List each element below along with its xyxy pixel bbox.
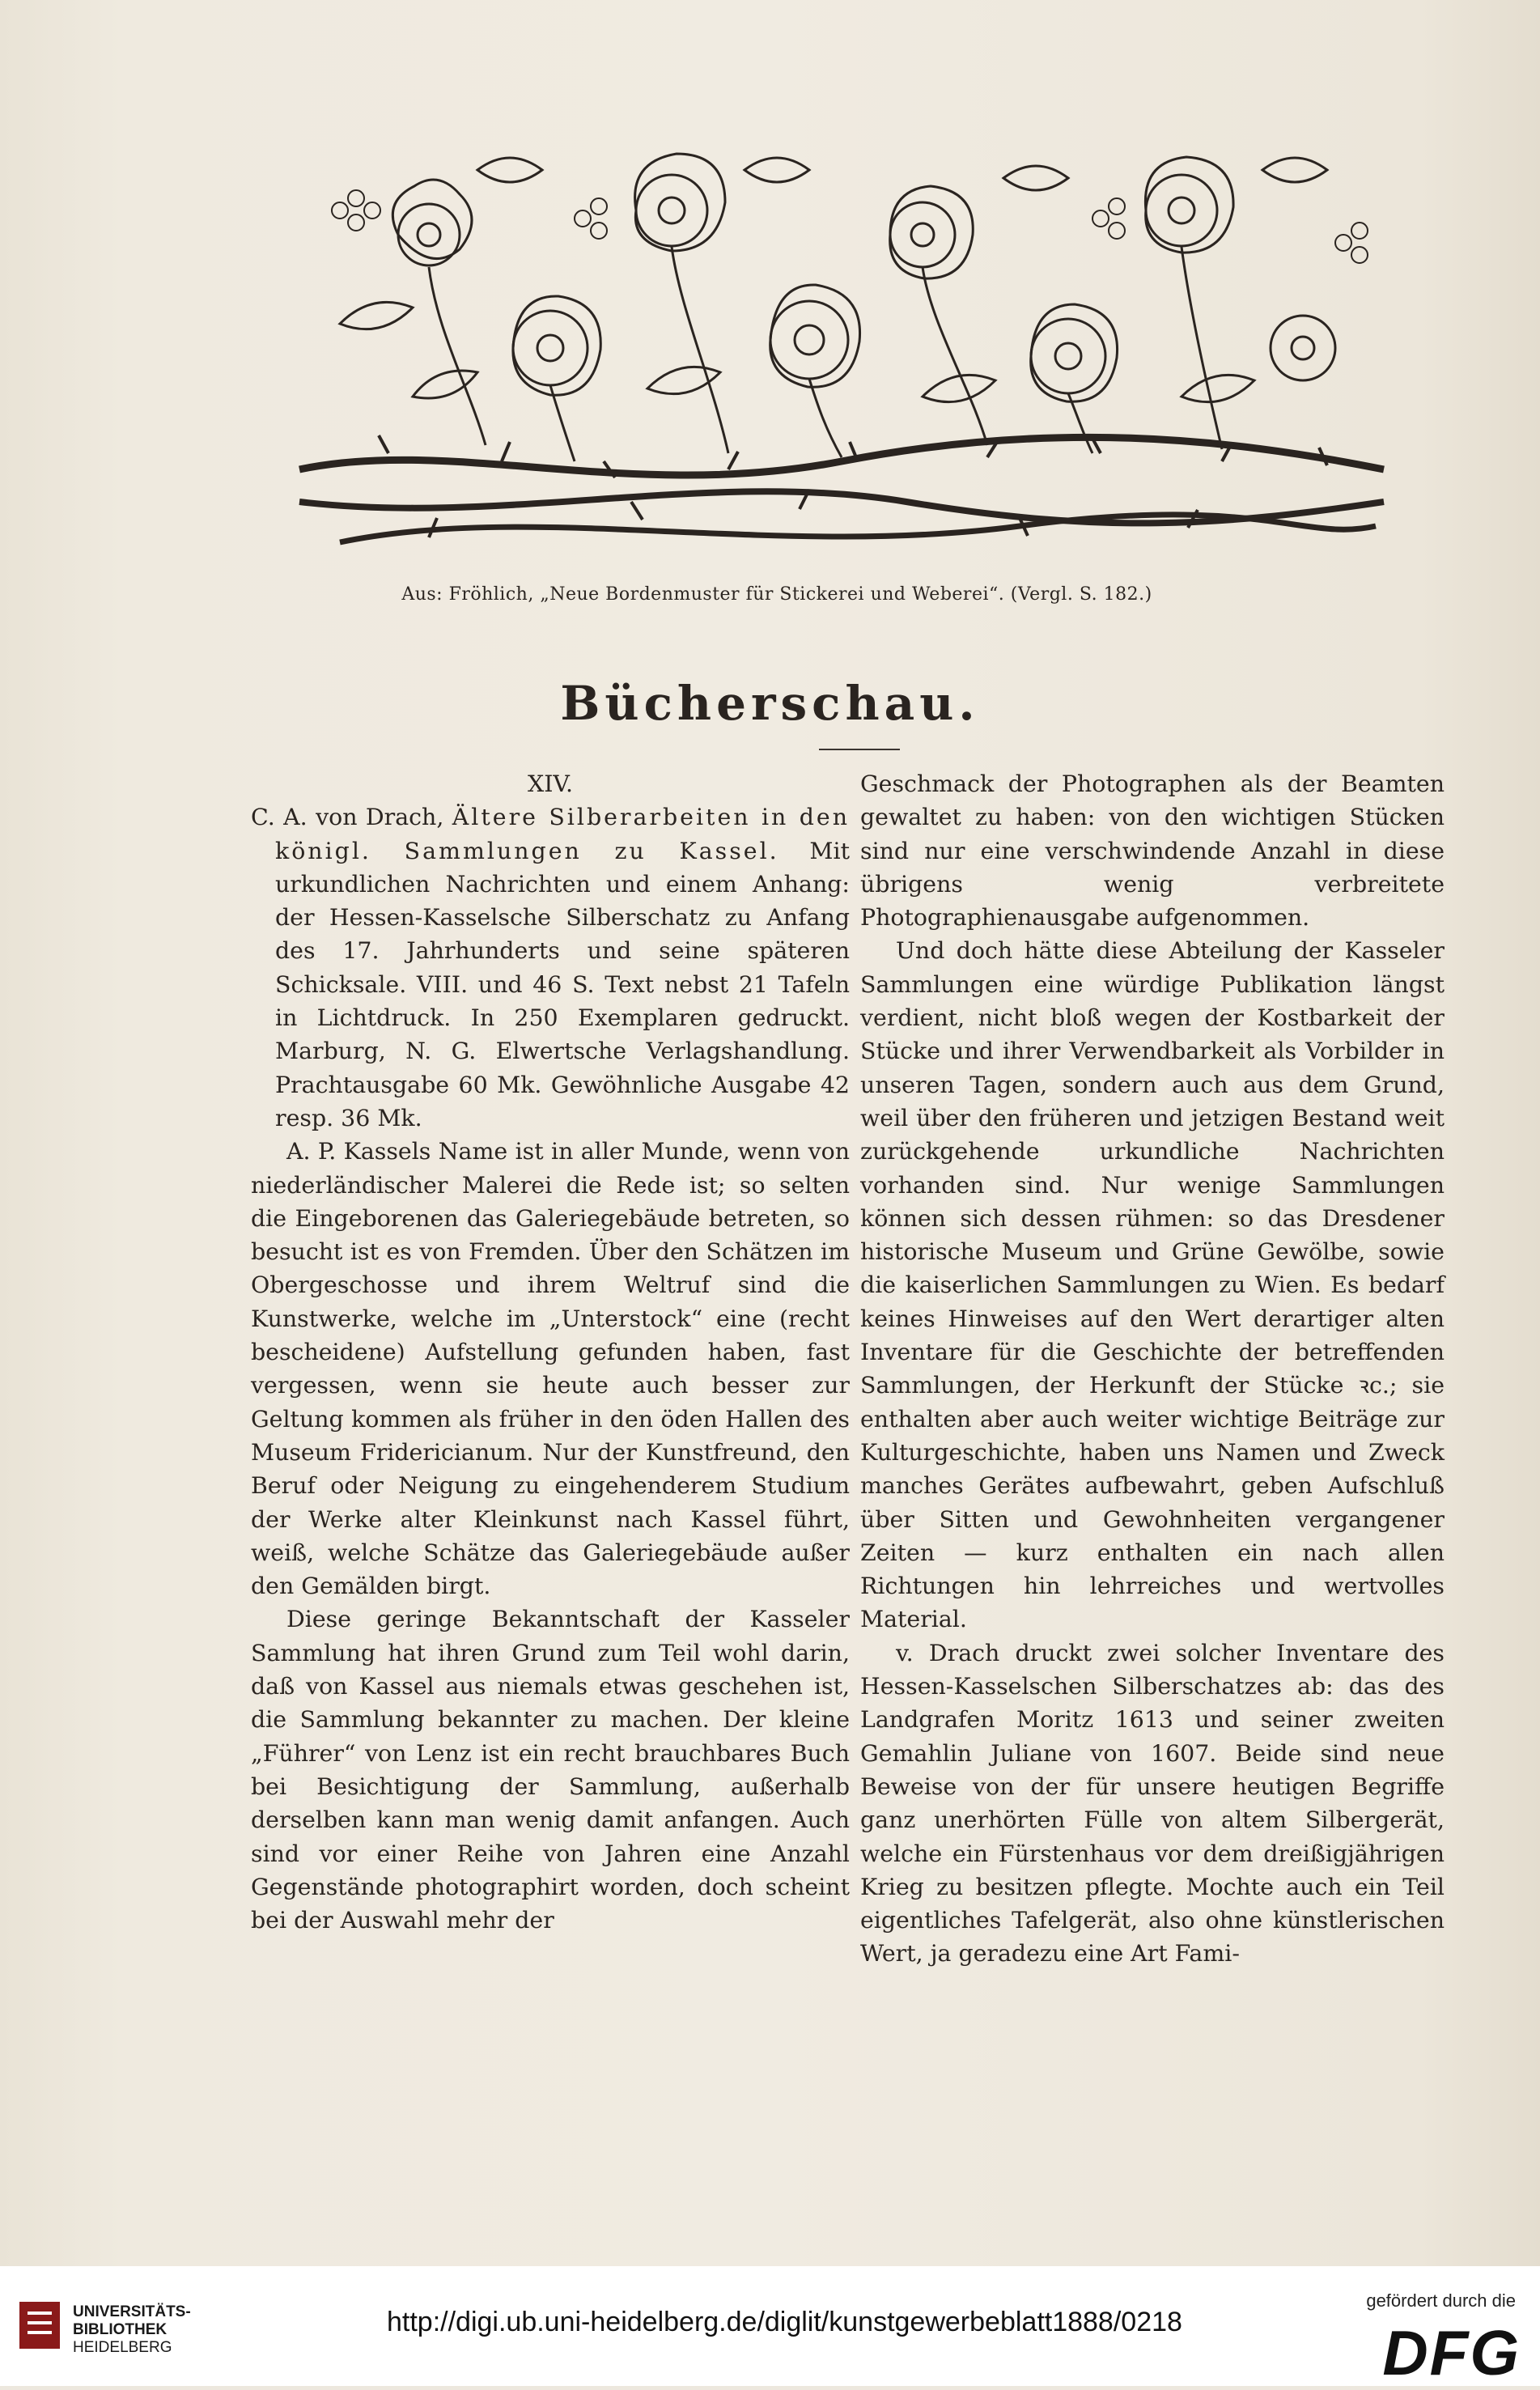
- book-author: C. A. von Drach,: [251, 804, 444, 831]
- source-url-link[interactable]: http://digi.ub.uni-heidelberg.de/diglit/kunstgewerbeblatt1888/0218: [387, 2307, 1182, 2337]
- sponsor-label: gefördert durch die: [1366, 2290, 1516, 2311]
- book-title: Ältere Silberarbeiten in den königl. Sammlungen zu Kassel.: [275, 804, 850, 864]
- right-column: [860, 767, 1445, 1971]
- paragraph: A. P. Kassels Name ist in aller Munde, wenn von niederländischer Malerei die Rede ist; so selten die Eingeborenen das Galeriegebäude betreten, so besucht ist es von Fremden. Über den Schätzen im Obergeschosse und ihrem Weltruf sind die Kunstwerke, welche im „Unterstock“ eine (recht bescheidene) Aufstellung gefunden haben, fast vergessen, wenn sie heute auch besser zur Geltung kommen als früher in den öden Hallen des Museum Fridericianum. Nur der Kunstfreund, den Beruf oder Neigung zu eingehenderem Studium der Werke alter Kleinkunst nach Kassel führt, weiß, welche Schätze das Galeriegebäude außer den Gemälden birgt.: [251, 1138, 850, 1600]
- ornament-caption: Aus: Fröhlich, „Neue Bordenmuster für Stickerei und Weberei“. (Vergl. S. 182.): [401, 584, 1152, 605]
- book-details: Mit urkundlichen Nachrichten und einem Anhang: der Hessen-Kasselsche Silberschatz zu Anfang des 17. Jahrhunderts und seine späteren Schicksale. VIII. und 46 S. Text nebst 21 Tafeln in Lichtdruck. In 250 Exemplaren gedruckt. Marburg, N. G. Elwertsche Verlagshandlung. Prachtausgabe 60 Mk. Gewöhnliche Ausgabe 42 resp. 36 Mk.: [275, 837, 850, 1131]
- heading-rule: [819, 749, 900, 750]
- library-name: UNIVERSITÄTS- BIBLIOTHEK HEIDELBERG: [73, 2303, 191, 2356]
- paragraph: Geschmack der Photographen als der Beamten gewaltet zu haben: von den wichtigen Stücken sind nur eine verschwindende Anzahl in diese übrigens wenig verbreitete Photographienausgabe aufgenommen.: [860, 770, 1445, 932]
- digitization-footer: [0, 2266, 1540, 2386]
- paragraph: v. Drach druckt zwei solcher Inventare des Hessen-Kasselschen Silberschatzes ab: das des Landgrafen Moritz 1613 und seiner zweiten Gemahlin Juliane von 1607. Beide sind neue Beweise von der für unsere heutigen Begriffe ganz unerhörten Fülle von altem Silbergerät, welche ein Fürstenhaus vor dem dreißigjährigen Krieg zu besitzen pflegte. Mochte auch ein Teil eigentliches Tafelgerät, also ohne künstlerischen Wert, ja geradezu eine Art Fami-: [860, 1639, 1445, 1968]
- floral-border-ornament: [291, 121, 1392, 575]
- dfg-logo[interactable]: DFG: [1382, 2317, 1521, 2388]
- library-seal-icon: [16, 2297, 65, 2354]
- book-entry: [251, 800, 850, 1135]
- review-number: XIV.: [528, 770, 573, 797]
- library-logo[interactable]: [16, 2297, 308, 2362]
- left-column: [251, 767, 850, 1937]
- page-heading: Bücherschau.: [560, 676, 980, 731]
- paragraph: Diese geringe Bekanntschaft der Kasseler Sammlung hat ihren Grund zum Teil wohl darin, daß von Kassel aus niemals etwas geschehen ist, die Sammlung bekannter zu machen. Der kleine „Führer“ von Lenz ist ein recht brauchbares Buch bei Besichtigung der Sammlung, außerhalb derselben kann man wenig damit anfangen. Auch sind vor einer Reihe von Jahren eine Anzahl Gegenstände photographirt worden, doch scheint bei der Auswahl mehr der: [251, 1606, 850, 1934]
- paragraph: Und doch hätte diese Abteilung der Kasseler Sammlungen eine würdige Publikation längst verdient, nicht bloß wegen der Kostbarkeit der Stücke und ihrer Verwendbarkeit als Vorbilder in unseren Tagen, sondern auch aus dem Grund, weil über den früheren und jetzigen Bestand weit zurückgehende urkundliche Nachrichten vorhanden sind. Nur wenige Sammlungen können sich dessen rühmen: so das Dresdener historische Museum und Grüne Gewölbe, sowie die kaiserlichen Sammlungen zu Wien. Es bedarf keines Hinweises auf den Wert derartiger alten Inventare für die Geschichte der betreffenden Sammlungen, der Herkunft der Stücke ꝛc.; sie enthalten aber auch weiter wichtige Beiträge zur Kulturgeschichte, haben uns Namen und Zweck manches Gerätes aufbewahrt, geben Aufschluß über Sitten und Gewohnheiten vergangener Zeiten — kurz enthalten ein nach allen Richtungen hin lehrreiches und wertvolles Material.: [860, 937, 1445, 1633]
